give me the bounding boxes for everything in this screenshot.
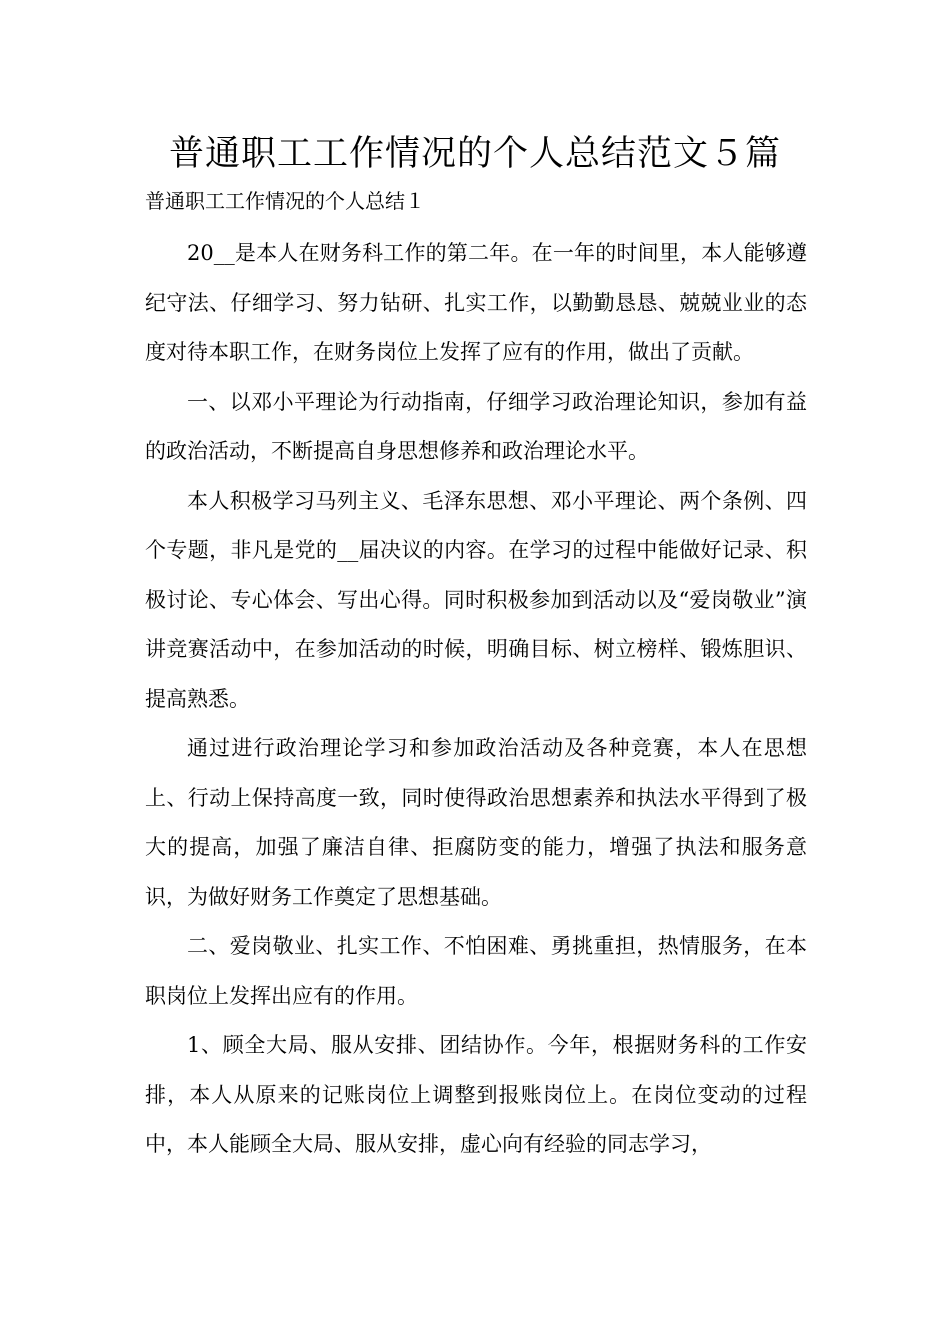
document-title: 普通职工工作情况的个人总结范文５篇 (168, 134, 781, 174)
document-subtitle: 普通职工工作情况的个人总结１ (145, 189, 425, 213)
paragraph-intro: 20__是本人在财务科工作的第二年。在一年的时间里，本人能够遵纪守法、仔细学习、努力钻研、扎实工作，以勤勤恳恳、兢兢业业的态度对待本职工作，在财务岗位上发挥了应有的作用，做出了贡献。 (145, 241, 807, 364)
paragraph-section-two-heading: 二、爱岗敬业、扎实工作、不怕困难、勇挑重担，热情服务，在本职岗位上发挥出应有的作用。 (145, 934, 807, 1008)
paragraph-study-results: 通过进行政治理论学习和参加政治活动及各种竞赛，本人在思想上、行动上保持高度一致，同时使得政治思想素养和执法水平得到了极大的提高，加强了廉洁自律、拒腐防变的能力，增强了执法和服务意识，为做好财务工作奠定了思想基础。 (145, 736, 807, 909)
paragraph-section-one-heading: 一、以邓小平理论为行动指南，仔细学习政治理论知识，参加有益的政治活动，不断提高自身思想修养和政治理论水平。 (145, 389, 807, 463)
document-body (145, 229, 807, 1170)
paragraph-study-details: 本人积极学习马列主义、毛泽东思想、邓小平理论、两个条例、四个专题，非凡是党的__届决议的内容。在学习的过程中能做好记录、积极讨论、专心体会、写出心得。同时积极参加到活动以及“爱岗敬业”演讲竞赛活动中，在参加活动的时候，明确目标、树立榜样、锻炼胆识、提高熟悉。 (145, 488, 807, 711)
paragraph-item-one: 1、顾全大局、服从安排、团结协作。今年，根据财务科的工作安排，本人从原来的记账岗位上调整到报账岗位上。在岗位变动的过程中，本人能顾全大局、服从安排，虚心向有经验的同志学习， (145, 1033, 807, 1156)
